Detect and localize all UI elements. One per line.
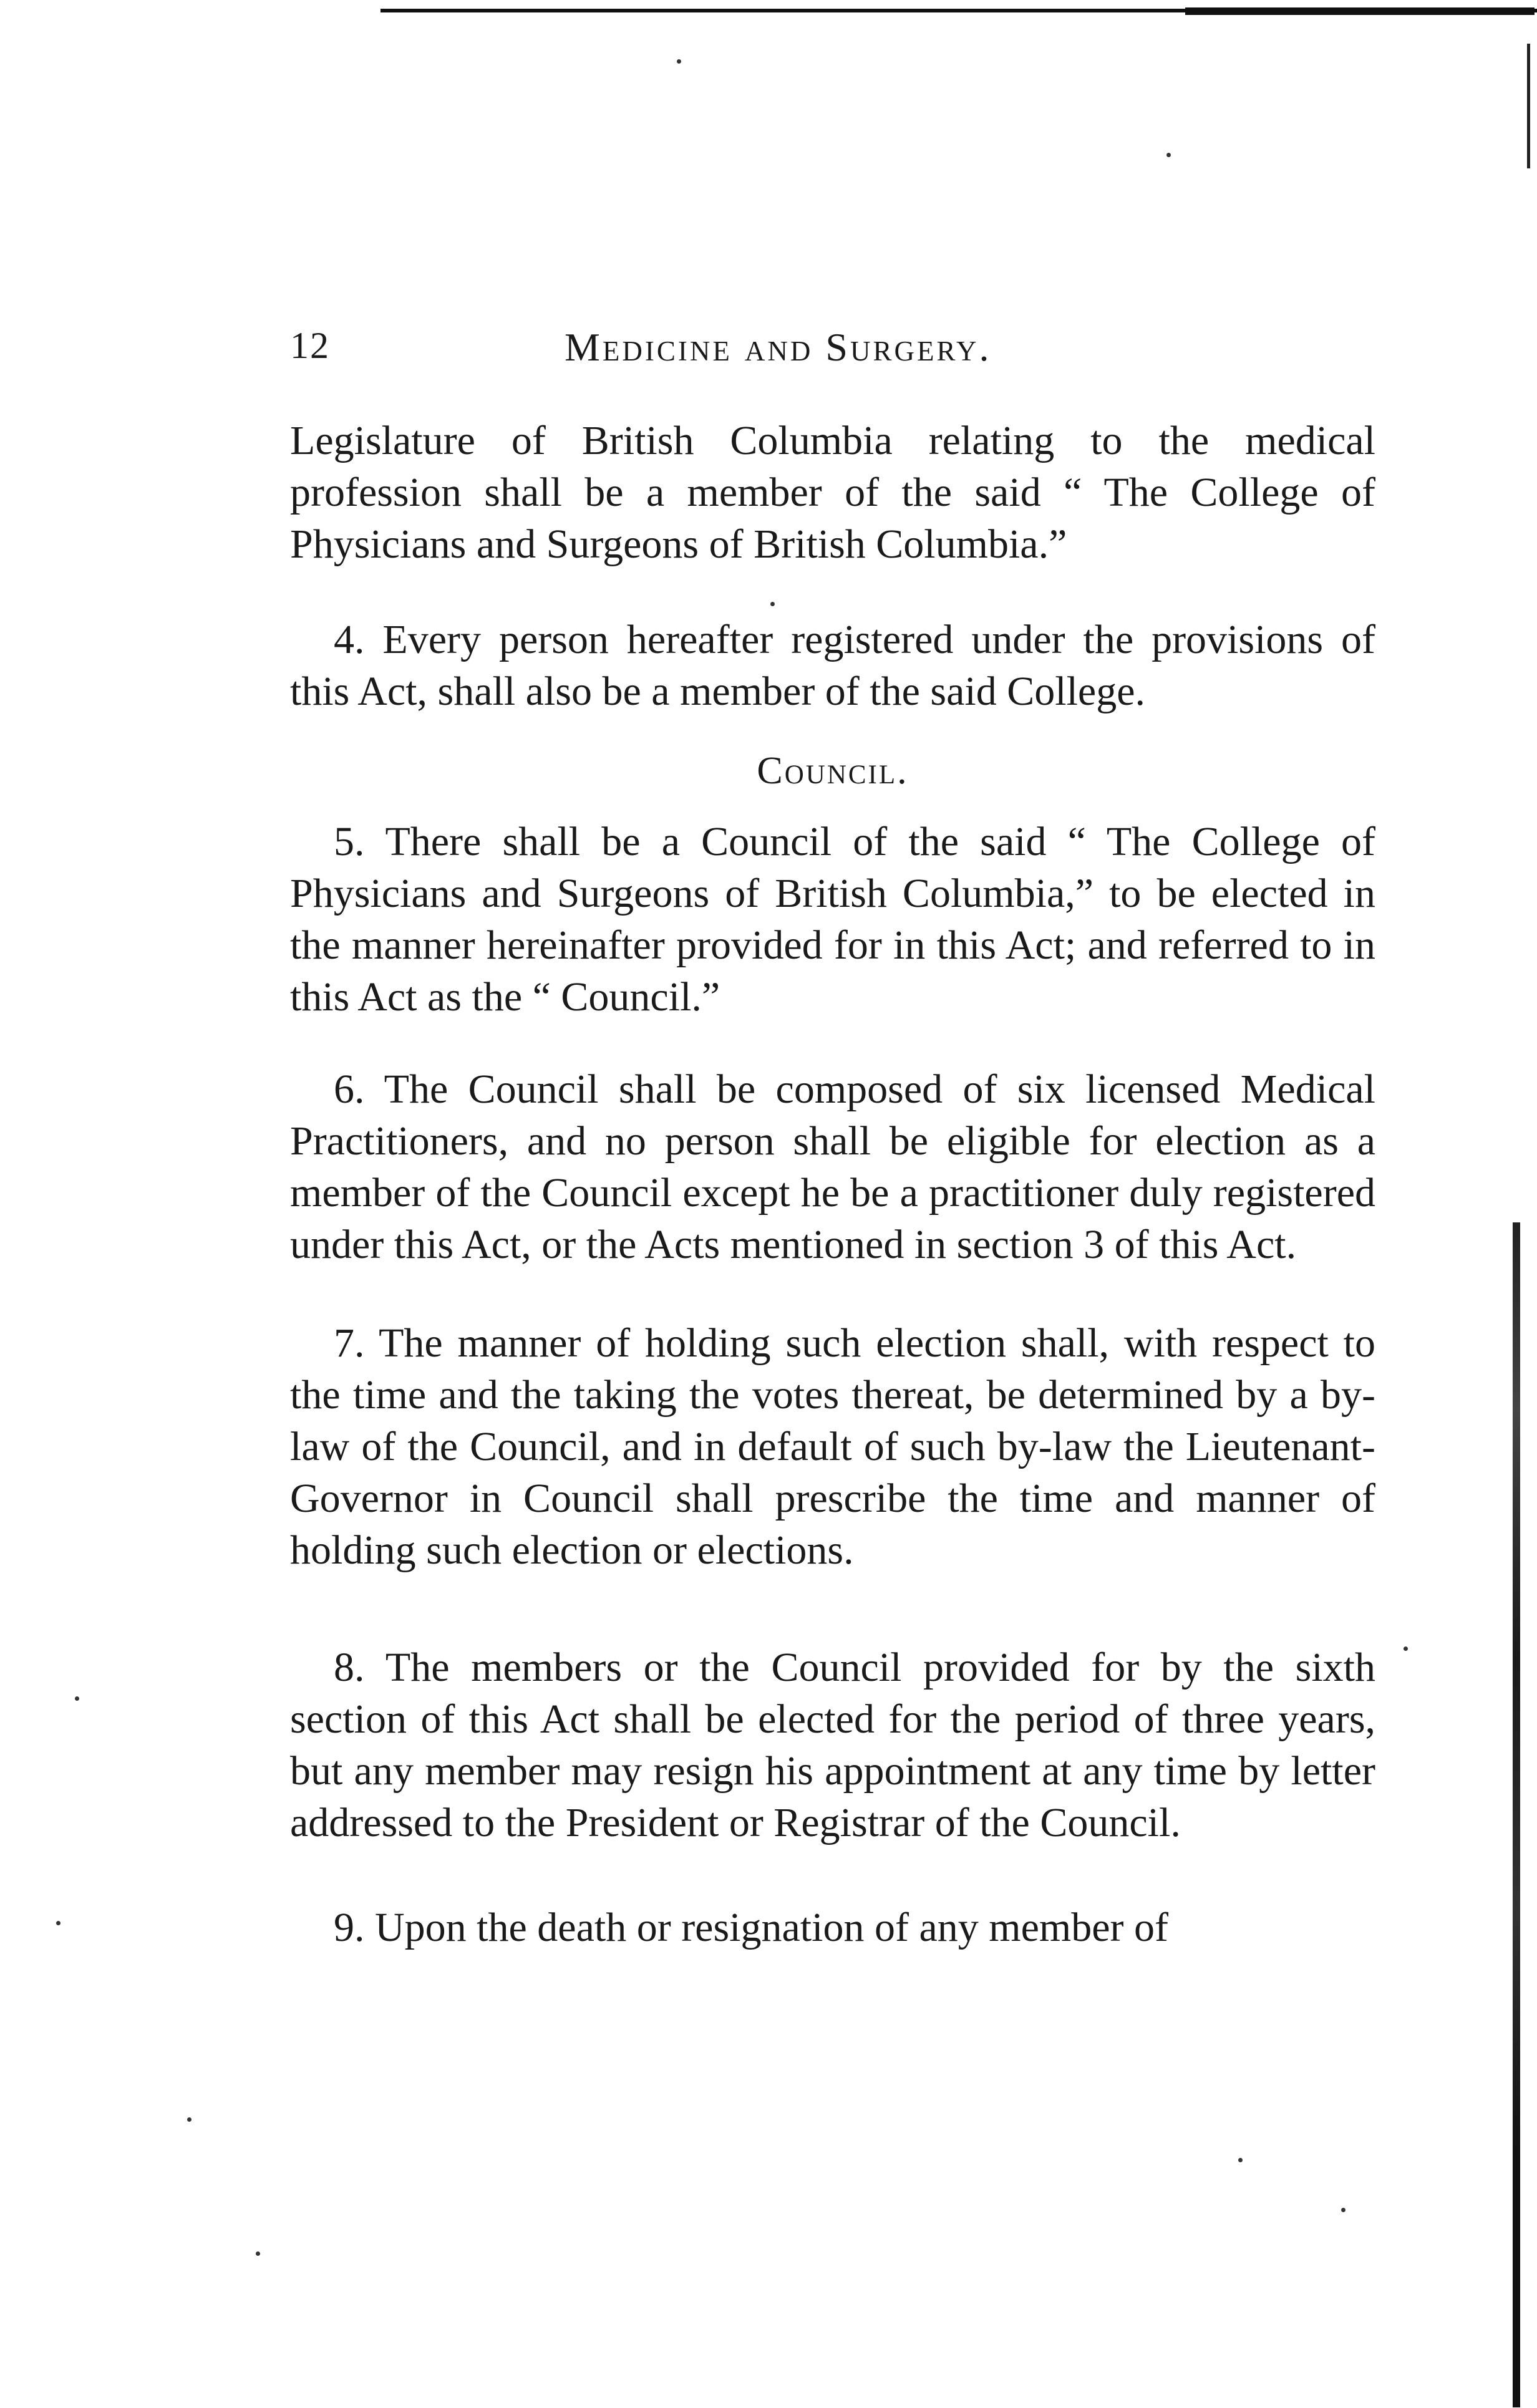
section-9: 9. Upon the death or resignation of any member of bbox=[334, 1905, 1168, 1950]
running-title: Medicine and Surgery. bbox=[565, 325, 992, 369]
scan-speck bbox=[677, 59, 681, 64]
scan-speck bbox=[1238, 2158, 1243, 2162]
page-number: 12 bbox=[290, 325, 330, 366]
scan-speck bbox=[1341, 2208, 1345, 2212]
scan-speck bbox=[1404, 1646, 1408, 1651]
scan-speck bbox=[56, 1921, 61, 1925]
heading-council: Council. bbox=[757, 750, 909, 792]
scan-speck bbox=[256, 2251, 260, 2256]
scan-edge-mark-top bbox=[1527, 44, 1530, 168]
continuation-paragraph: Legislature of British Columbia relating to the medical profession shall be a member of the said “ The College of Physicians and Surgeons of British Columbia.” bbox=[290, 418, 1375, 567]
scan-speck bbox=[75, 1696, 79, 1701]
body-text bbox=[290, 415, 1375, 1953]
scan-right-edge-shadow bbox=[1513, 37, 1520, 2407]
scan-speck bbox=[1166, 153, 1171, 157]
section-7: 7. The manner of holding such election shall, with respect to the time and the taking the votes thereat, be determined by a by-law of the Council, and in default of such by-law the Lieutenant-Governor in Council shall prescribe the time and manner of holding such election or elections. bbox=[290, 1320, 1375, 1573]
section-4: 4. Every person hereafter registered under the provisions of this Act, shall also be a member of the said College. bbox=[290, 617, 1375, 714]
section-8: 8. The members or the Council provided for by the sixth section of this Act shall be elected for the period of three years, but any member may resign his appointment at any time by letter addressed to the President or Registrar of the Council. bbox=[290, 1645, 1375, 1845]
section-6: 6. The Council shall be composed of six licensed Medical Practitioners, and no person shall be eligible for election as a member of the Council except he be a practitioner duly registered under this Act, or the Acts mentioned in section 3 of this Act. bbox=[290, 1066, 1375, 1267]
section-5: 5. There shall be a Council of the said “ The College of Physicians and Surgeons of British Columbia,” to be elected in the manner hereinafter provided for in this Act; and referred to in this Act as the “ Council.” bbox=[290, 819, 1375, 1020]
scan-top-rule-thick bbox=[1185, 7, 1535, 15]
scan-speck bbox=[187, 2117, 192, 2122]
page-header bbox=[290, 324, 1375, 393]
